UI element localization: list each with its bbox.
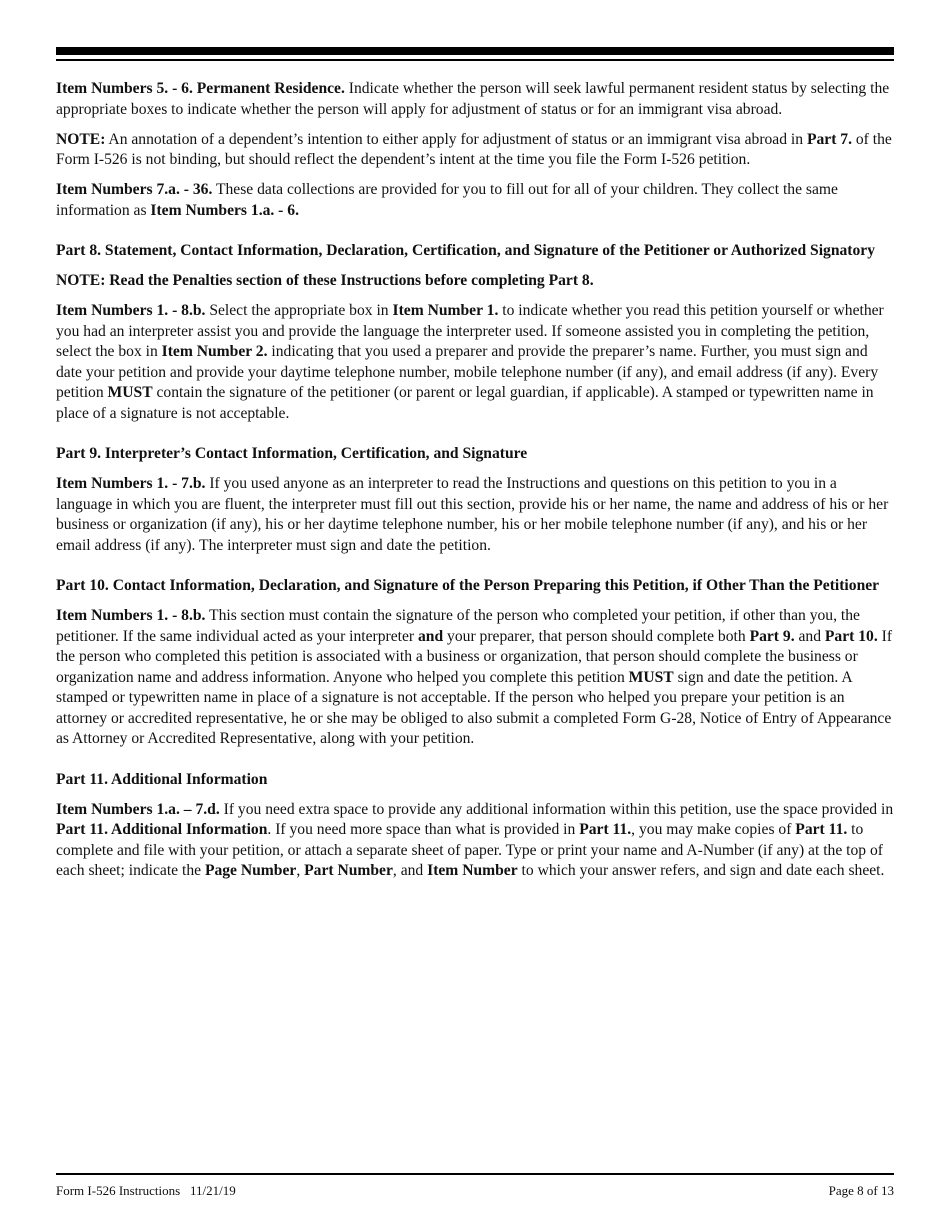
note-label: NOTE:: [56, 130, 106, 148]
header-rule-thin: [56, 59, 894, 61]
part8-note: NOTE: Read the Penalties section of these Instructions before completing Part 8.: [56, 272, 594, 289]
footer-rule: [56, 1173, 894, 1175]
paragraph-lead: Item Numbers 1. - 8.b.: [56, 302, 206, 319]
paragraph-note-part7: NOTE: An annotation of a dependent’s intention to either apply for adjustment of status or an immigrant visa abroad in Part 7. of the Form I-526 is not binding, but should reflect the dependent’s intent at the time you file the Form I-526 petition.: [56, 130, 892, 168]
part8-heading: Part 8. Statement, Contact Information, Declaration, Certification, and Signature of the Petitioner or Authorized Signatory: [56, 242, 875, 259]
paragraph-part9: Item Numbers 1. - 7.b. If you used anyone as an interpreter to read the Instructions and questions on this petition to you in a language in which you are fluent, the interpreter must fill out this section, provide his or her name, the name and address of his or her business or organization (if any), his or her daytime telephone number, his or her mobile telephone number (if any), and his or her email address (if any). The interpreter must sign and date the petition.: [56, 475, 889, 554]
paragraph-lead: Item Numbers 1. - 8.b.: [56, 607, 206, 624]
page-body: [56, 79, 894, 882]
footer-form-date: 11/21/19: [189, 1183, 236, 1198]
part11-heading: Part 11. Additional Information: [56, 770, 268, 788]
paragraph-items-7a-36: Item Numbers 7.a. - 36. These data collections are provided for you to fill out for all of your children. They collect the same information as Item Numbers 1.a. - 6.: [56, 181, 838, 219]
paragraph-lead: Item Numbers 1.a. – 7.d.: [56, 800, 220, 818]
footer-form-info: [56, 1183, 236, 1199]
paragraph-lead: Item Numbers 1. - 7.b.: [56, 475, 206, 492]
paragraph-lead: Item Numbers 5. - 6. Permanent Residence.: [56, 80, 345, 97]
paragraph-part10: Item Numbers 1. - 8.b. This section must contain the signature of the person who completed your petition, if other than you, the petitioner. If the same individual acted as your interpreter and your preparer, that person should complete both Part 9. and Part 10. If the person who completed this petition is associated with a business or organization, that person should complete the business or organization name and address information. Anyone who helped you complete this petition MUST sign and date the petition. A stamped or typewritten name in place of a signature is not acceptable. If the person who helped you prepare your petition is an attorney or accredited representative, he or she may be obliged to also submit a completed Form G-28, Notice of Entry of Appearance as Attorney or Accredited Representative, along with your petition.: [56, 607, 893, 747]
part10-heading: Part 10. Contact Information, Declaration, and Signature of the Person Preparing this Petition, if Other Than the Petitioner: [56, 577, 880, 594]
paragraph-lead: Item Numbers 7.a. - 36.: [56, 181, 213, 198]
paragraph-part11: Item Numbers 1.a. – 7.d. If you need extra space to provide any additional information within this petition, use the space provided in Part 11. Additional Information. If you need more space than what is provided in Part 11., you may make copies of Part 11. to complete and file with your petition, or attach a separate sheet of paper. Type or print your name and A-Number (if any) at the top of each sheet; indicate the Page Number, Part Number, and Item Number to which your answer refers, and sign and date each sheet.: [56, 800, 894, 879]
paragraph-part8: Item Numbers 1. - 8.b. Select the appropriate box in Item Number 1. to indicate whether you read this petition yourself or whether you had an interpreter assist you and provide the language the interpreter used. If someone assisted you in completing the petition, select the box in Item Number 2. indicating that you used a preparer and provide the preparer’s name. Further, you must sign and date your petition and provide your daytime telephone number, mobile telephone number (if any), and email address (if any). Every petition MUST contain the signature of the petitioner (or parent or legal guardian, if applicable). A stamped or typewritten name in place of a signature is not acceptable.: [56, 302, 884, 422]
footer-form-name: Form I-526 Instructions: [56, 1183, 181, 1198]
paragraph-items-5-6: [56, 79, 894, 120]
part9-heading: Part 9. Interpreter’s Contact Information, Certification, and Signature: [56, 445, 528, 462]
paragraph-text: Indicate whether the person will seek lawful permanent resident status by selecting the appropriate boxes to indicate whether the person will apply for adjustment of status or for an immigrant visa abroad.: [56, 80, 890, 118]
header-rule-thick: [56, 47, 894, 55]
footer-page-number: Page 8 of 13: [828, 1183, 894, 1198]
